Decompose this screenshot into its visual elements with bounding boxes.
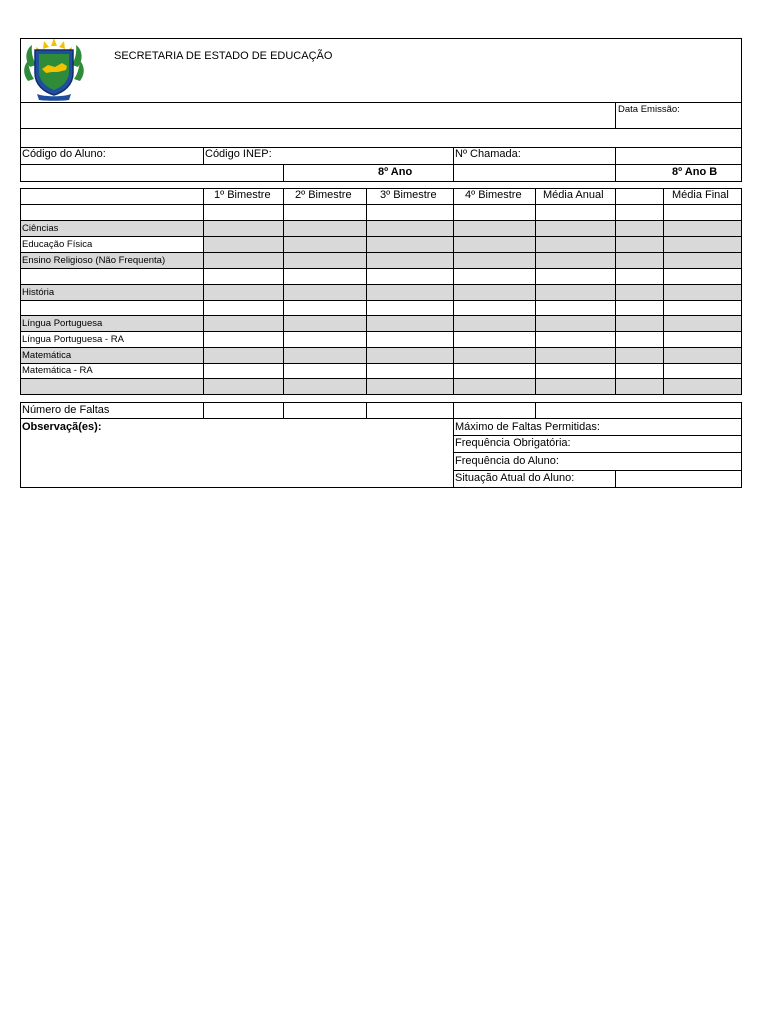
grid-line xyxy=(20,378,742,379)
grid-line xyxy=(453,452,742,453)
grid-line xyxy=(20,394,742,395)
student-attendance-label: Frequência do Aluno: xyxy=(455,455,559,467)
grid-line xyxy=(741,38,742,182)
subject-label: Ensino Religioso (Não Frequenta) xyxy=(22,255,166,266)
grid-line xyxy=(453,402,454,488)
shaded-row xyxy=(20,379,741,394)
shaded-row xyxy=(20,285,741,300)
column-header-bimester-3: 3º Bimestre xyxy=(380,189,437,201)
column-header-bimester-4: 4º Bimestre xyxy=(465,189,522,201)
emission-date-label: Data Emissão: xyxy=(618,104,680,115)
grid-line xyxy=(20,204,742,205)
shaded-row xyxy=(20,221,741,236)
subject-label: Matemática - RA xyxy=(22,365,93,376)
grid-line xyxy=(203,188,204,395)
grid-line xyxy=(20,147,742,148)
subject-label: Matemática xyxy=(22,350,72,361)
grid-line xyxy=(615,188,616,395)
grid-line xyxy=(663,188,664,395)
class-value: 8º Ano B xyxy=(672,166,718,178)
grid-line xyxy=(453,147,454,182)
grid-line xyxy=(615,147,616,182)
grade-value: 8º Ano xyxy=(378,166,413,178)
grid-line xyxy=(20,347,742,348)
grid-line xyxy=(203,147,204,165)
grid-line xyxy=(20,128,742,129)
grid-line xyxy=(366,188,367,395)
grid-line xyxy=(20,284,742,285)
grid-line xyxy=(20,331,742,332)
grid-line xyxy=(20,252,742,253)
grid-line xyxy=(615,102,616,129)
grid-line xyxy=(535,402,536,419)
grid-line xyxy=(741,188,742,395)
grid-line xyxy=(20,38,21,182)
grid-line xyxy=(20,38,742,39)
call-number-label: Nº Chamada: xyxy=(455,148,521,160)
inep-code-label: Código INEP: xyxy=(205,148,272,160)
grid-line xyxy=(20,268,742,269)
current-status-label: Situação Atual do Aluno: xyxy=(455,472,575,484)
grid-line xyxy=(453,435,742,436)
subject-label: Educação Física xyxy=(22,239,93,250)
grid-line xyxy=(20,188,742,189)
shaded-row xyxy=(20,348,741,363)
grid-line xyxy=(366,402,367,419)
grid-line xyxy=(615,470,616,488)
student-code-label: Código do Aluno: xyxy=(22,148,106,160)
subject-label: Língua Portuguesa xyxy=(22,318,103,329)
column-header-bimester-2: 2º Bimestre xyxy=(295,189,352,201)
page-title: SECRETARIA DE ESTADO DE EDUCAÇÃO xyxy=(114,50,333,62)
grid-line xyxy=(20,315,742,316)
column-header-annual-average: Média Anual xyxy=(543,189,604,201)
column-header-final-average: Média Final xyxy=(672,189,729,201)
grid-line xyxy=(20,402,21,488)
subject-label: História xyxy=(22,287,55,298)
grid-line xyxy=(283,402,284,419)
grid-line xyxy=(20,487,742,488)
required-attendance-label: Frequência Obrigatória: xyxy=(455,437,571,449)
grid-line xyxy=(20,300,742,301)
grid-line xyxy=(283,188,284,395)
grid-line xyxy=(20,102,742,103)
grid-line xyxy=(283,164,284,182)
shaded-row xyxy=(20,316,741,331)
grid-line xyxy=(20,181,742,182)
subject-label: Língua Portuguesa - RA xyxy=(22,334,124,345)
grid-line xyxy=(741,402,742,488)
grid-line xyxy=(20,220,742,221)
grid-line xyxy=(20,418,742,419)
grid-line xyxy=(203,402,204,419)
grid-line xyxy=(535,188,536,395)
absences-label: Número de Faltas xyxy=(22,404,110,416)
state-coat-of-arms-icon xyxy=(22,37,86,101)
grid-line xyxy=(20,164,742,165)
grid-line xyxy=(20,363,742,364)
observations-label: Observaçã(es): xyxy=(22,421,102,433)
grid-line xyxy=(453,470,742,471)
max-absences-label: Máximo de Faltas Permitidas: xyxy=(455,421,600,433)
column-header-bimester-1: 1º Bimestre xyxy=(214,189,271,201)
grid-line xyxy=(20,236,742,237)
subject-label: Ciências xyxy=(22,223,59,234)
grid-line xyxy=(20,402,742,403)
grid-line xyxy=(20,188,21,395)
grid-line xyxy=(453,188,454,395)
